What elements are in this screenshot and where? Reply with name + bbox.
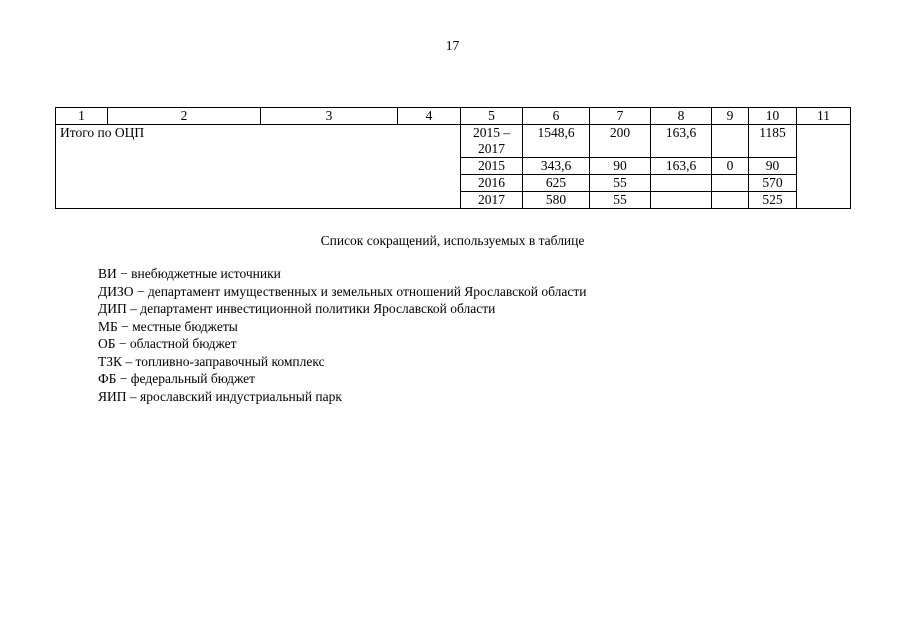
period-cell: 2015 – 2017	[461, 125, 523, 158]
value-cell	[651, 192, 712, 209]
value-cell: 1185	[749, 125, 797, 158]
value-cell: 55	[590, 175, 651, 192]
header-cell: 8	[651, 108, 712, 125]
table-row	[56, 125, 851, 158]
value-cell: 525	[749, 192, 797, 209]
header-cell: 6	[523, 108, 590, 125]
value-cell: 625	[523, 175, 590, 192]
page-number: 17	[445, 38, 460, 53]
header-cell: 5	[461, 108, 523, 125]
header-cell: 7	[590, 108, 651, 125]
value-cell: 570	[749, 175, 797, 192]
value-cell: 200	[590, 125, 651, 158]
header-cell: 3	[261, 108, 398, 125]
abbreviations-list	[98, 265, 587, 405]
period-cell: 2016	[461, 175, 523, 192]
header-cell: 2	[108, 108, 261, 125]
budget-table	[55, 107, 851, 209]
period-cell: 2015	[461, 158, 523, 175]
header-cell: 1	[56, 108, 108, 125]
abbreviations-caption: Список сокращений, используемых в таблице	[320, 233, 585, 248]
abbreviation-item: МБ − местные бюджеты	[98, 318, 238, 334]
value-cell: 90	[590, 158, 651, 175]
abbreviation-item: ЯИП – ярославский индустриальный парк	[98, 388, 342, 404]
value-cell: 163,6	[651, 125, 712, 158]
abbreviation-item: ФБ − федеральный бюджет	[98, 371, 256, 386]
value-cell: 163,6	[651, 158, 712, 175]
total-label: Итого по ОЦП	[56, 125, 461, 209]
header-cell: 9	[712, 108, 749, 125]
abbreviation-item: ОБ − областной бюджет	[98, 336, 237, 351]
value-cell	[712, 175, 749, 192]
value-cell	[651, 175, 712, 192]
value-cell: 0	[712, 158, 749, 175]
value-cell: 580	[523, 192, 590, 209]
header-cell: 10	[749, 108, 797, 125]
table-header-row	[56, 108, 851, 125]
abbreviation-item: ДИП – департамент инвестиционной политики Ярославской области	[98, 301, 496, 316]
abbreviation-item: ТЗК – топливно-заправочный комплекс	[98, 353, 325, 369]
value-cell	[712, 192, 749, 209]
value-cell	[712, 125, 749, 158]
value-cell: 1548,6	[523, 125, 590, 158]
value-cell: 343,6	[523, 158, 590, 175]
empty-cell	[797, 125, 851, 209]
header-cell: 4	[398, 108, 461, 125]
header-cell: 11	[797, 108, 851, 125]
abbreviation-item: ДИЗО − департамент имущественных и земельных отношений Ярославской области	[98, 283, 587, 299]
value-cell: 90	[749, 158, 797, 175]
value-cell: 55	[590, 192, 651, 209]
period-cell: 2017	[461, 192, 523, 209]
abbreviation-item: ВИ − внебюджетные источники	[98, 266, 281, 281]
